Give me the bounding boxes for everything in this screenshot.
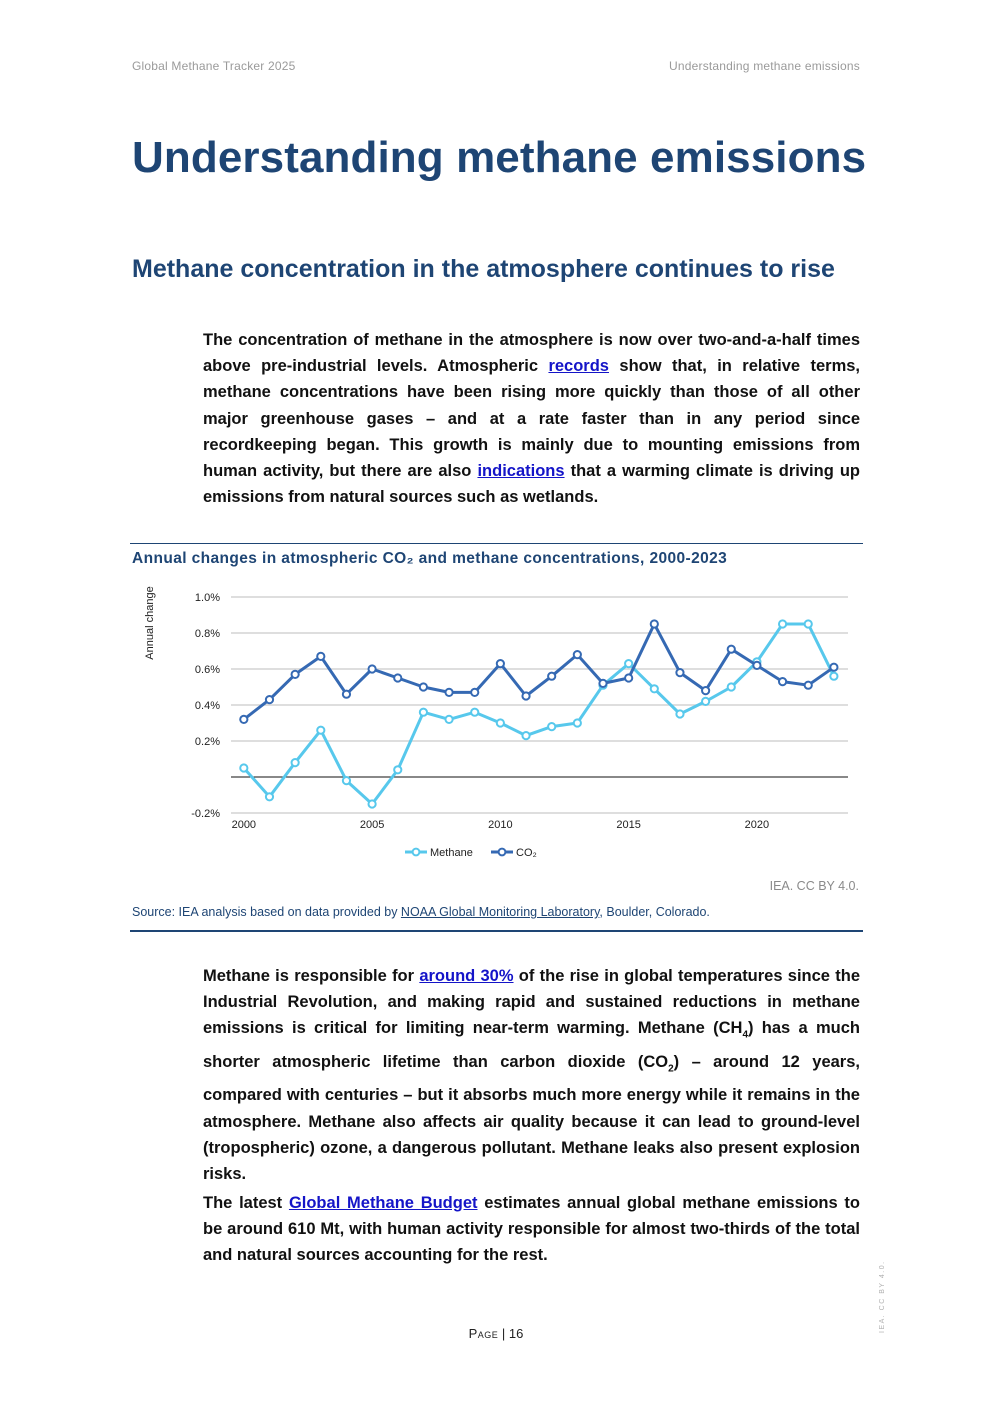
x-tick-label: 2010	[488, 819, 513, 831]
data-point	[599, 680, 606, 687]
data-point	[317, 727, 324, 734]
figure-source: Source: IEA analysis based on data provided by NOAA Global Monitoring Laboratory, Boulder, Colorado.	[132, 905, 710, 919]
data-point	[369, 800, 376, 807]
figure-credit: IEA. CC BY 4.0.	[769, 879, 859, 893]
side-license-mark: IEA. CC BY 4.0.	[879, 1260, 886, 1333]
figure-title: Annual changes in atmospheric CO₂ and methane concentrations, 2000-2023	[132, 550, 728, 567]
data-point	[676, 669, 683, 676]
x-tick-label: 2000	[231, 819, 257, 831]
legend-item	[405, 847, 473, 859]
data-point	[702, 698, 709, 705]
data-point	[574, 719, 581, 726]
page-footer: Page | 16	[468, 1326, 524, 1341]
y-tick-label: 0.8%	[194, 628, 220, 640]
global-methane-budget-link[interactable]: Global Methane Budget	[288, 1194, 478, 1212]
data-point	[394, 766, 401, 773]
data-point	[548, 723, 555, 730]
legend-marker	[413, 849, 420, 856]
paragraph-intro: The concentration of methane in the atmosphere is now over two-and-a-half times above pre-industrial levels. Atmospheric records show that, in relative terms, methane concentrations have been rising more quickly than those of all other major greenhouse gases – and at a rate faster than in any period since recordkeeping began. This growth is mainly due to mounting emissions from human activity, but there are also indications that a warming climate is driving up emissions from natural sources such as wetlands.	[203, 331, 861, 507]
data-point	[445, 716, 452, 723]
x-tick-label: 2020	[744, 819, 770, 831]
data-point	[471, 689, 478, 696]
x-tick-label: 2005	[359, 819, 385, 831]
data-point	[728, 646, 735, 653]
series-methane	[240, 620, 837, 807]
y-axis-label: Annual change	[144, 586, 156, 660]
data-point	[240, 764, 247, 771]
x-axis-ticks	[232, 819, 770, 831]
y-tick-label: 0.2%	[194, 736, 220, 748]
data-point	[522, 692, 529, 699]
data-point	[292, 759, 299, 766]
y-tick-label: 1.0%	[194, 592, 220, 604]
data-point	[240, 716, 247, 723]
running-header-title: Global Methane Tracker 2025	[132, 59, 296, 73]
figure-bottom-rule	[130, 930, 863, 932]
data-point	[702, 687, 709, 694]
data-point	[317, 653, 324, 660]
legend-label: CO₂	[516, 847, 537, 859]
records-link[interactable]: records	[548, 357, 609, 376]
chart-legend	[405, 847, 537, 859]
data-point	[651, 685, 658, 692]
line-chart	[130, 585, 860, 870]
page-label: Page	[468, 1326, 499, 1341]
data-point	[779, 678, 786, 685]
chart-gridlines	[231, 597, 848, 813]
data-point	[343, 777, 350, 784]
data-point	[394, 674, 401, 681]
data-point	[805, 620, 812, 627]
data-point	[420, 683, 427, 690]
indications-link[interactable]: indications	[477, 462, 565, 481]
data-point	[420, 709, 427, 716]
x-tick-label: 2015	[616, 819, 641, 831]
data-point	[805, 682, 812, 689]
legend-item	[491, 847, 537, 859]
noaa-link[interactable]: NOAA Global Monitoring Laboratory	[400, 905, 600, 919]
running-header-section: Understanding methane emissions	[669, 59, 860, 73]
legend-marker	[499, 849, 506, 856]
data-point	[574, 651, 581, 658]
page-title: Understanding methane emissions	[132, 133, 867, 182]
data-point	[625, 674, 632, 681]
data-point	[445, 689, 452, 696]
data-point	[266, 696, 273, 703]
page-number: 16	[508, 1326, 524, 1341]
y-tick-label: 0.6%	[194, 664, 220, 676]
data-point	[369, 665, 376, 672]
data-point	[830, 673, 837, 680]
figure-top-rule	[130, 543, 863, 544]
data-point	[779, 620, 786, 627]
data-point	[522, 732, 529, 739]
data-point	[497, 660, 504, 667]
around-30-link[interactable]: around 30%	[419, 967, 514, 985]
section-heading: Methane concentration in the atmosphere continues to rise	[132, 255, 835, 283]
data-point	[651, 620, 658, 627]
data-point	[728, 683, 735, 690]
data-point	[497, 719, 504, 726]
data-point	[548, 673, 555, 680]
data-point	[625, 660, 632, 667]
y-tick-label: -0.2%	[191, 808, 220, 820]
paragraph-warming: Methane is responsible for around 30% of the rise in global temperatures since the Industrial Revolution, and making rapid and sustained reductions in methane emissions is critical for limiting near-term warming. Methane $(CH_4)$ has a much shorter atmospheric lifetime than carbon dioxide $(CO_2)$ – around 12 years, compared with centuries – but it absorbs much more energy while it remains in the atmosphere. Methane also affects air quality because it can lead to ground-level (tropospheric) ozone, a dangerous pollutant. Methane leaks also present explosion risks.	[203, 967, 860, 1184]
data-point	[830, 664, 837, 671]
paragraph-budget: The latest Global Methane Budget estimates annual global methane emissions to be around 610 Mt, with human activity responsible for almost two-thirds of the total and natural sources accounting for the rest.	[203, 1194, 860, 1265]
data-point	[343, 691, 350, 698]
chart-series	[240, 620, 837, 807]
y-tick-label: 0.4%	[194, 700, 220, 712]
data-point	[292, 671, 299, 678]
legend-label: Methane	[430, 847, 473, 859]
data-point	[676, 710, 683, 717]
data-point	[753, 662, 760, 669]
y-axis-ticks	[191, 592, 220, 820]
data-point	[471, 709, 478, 716]
data-point	[266, 793, 273, 800]
